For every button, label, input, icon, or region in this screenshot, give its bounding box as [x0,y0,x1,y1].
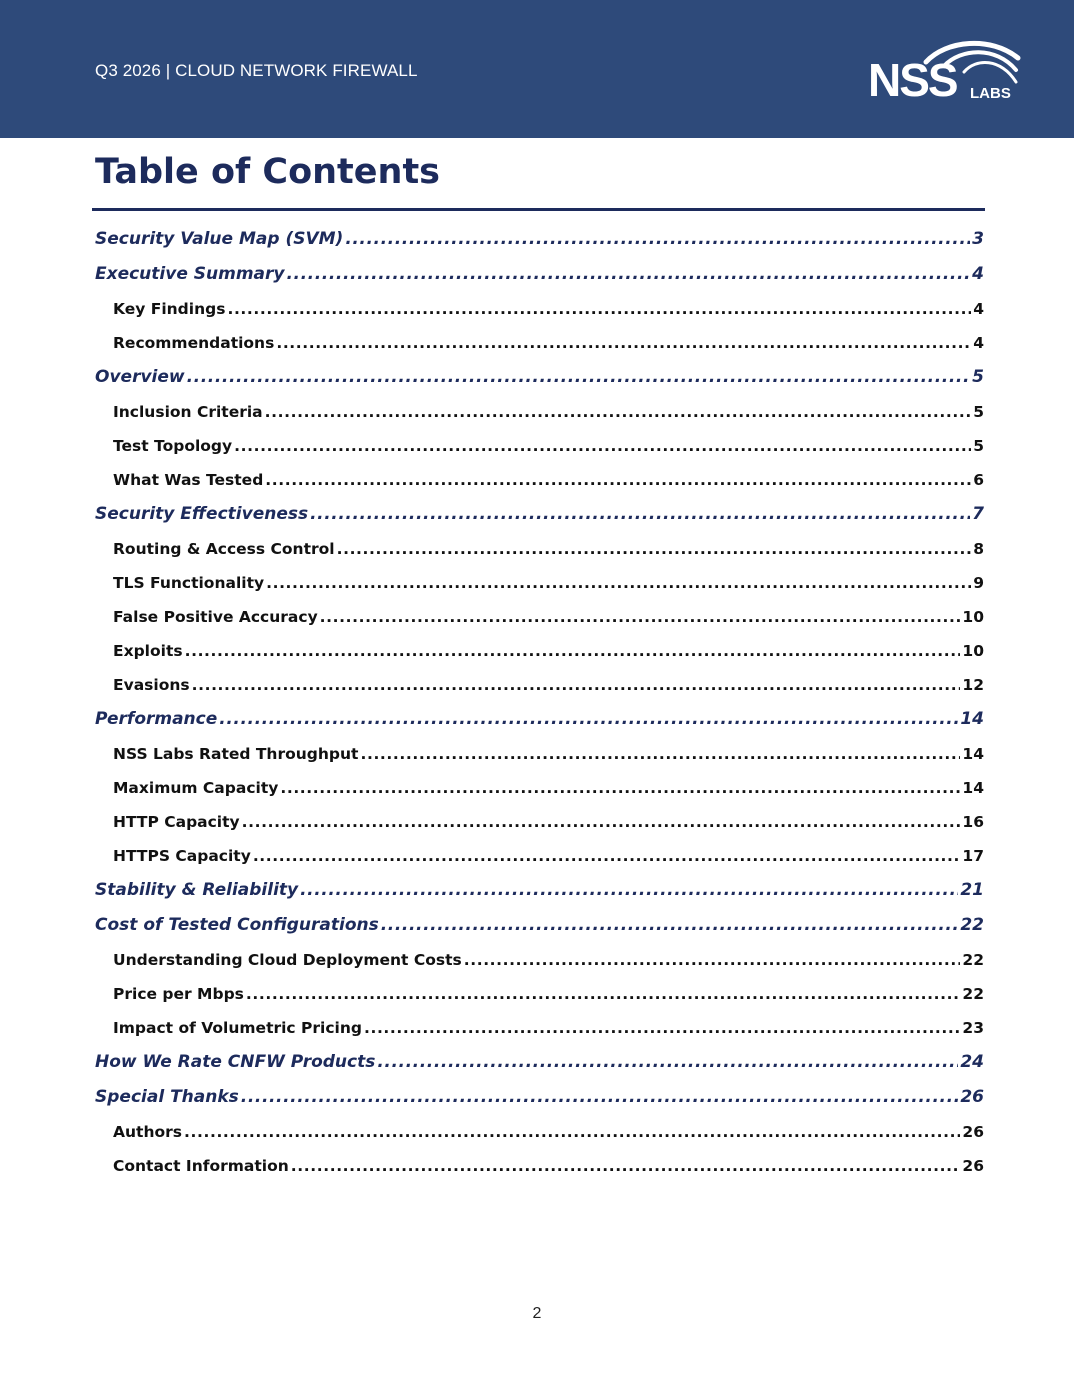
toc-entry-label: Cost of Tested Configurations [95,915,379,935]
toc-entry-label: Maximum Capacity [113,779,279,797]
toc-entry-label: Executive Summary [95,264,285,284]
toc-leader-dots [291,1149,961,1183]
toc-entry-label: Understanding Cloud Deployment Costs [113,951,462,969]
toc-entry-page: 17 [962,847,984,865]
toc-entry-label: Security Value Map (SVM) [95,229,344,249]
logo-text: NSS [868,54,957,104]
toc-entry-page: 22 [962,985,984,1003]
toc-section-link[interactable] [95,360,984,395]
toc-entry-page: 26 [960,1087,984,1107]
toc-entry-page: 5 [972,367,984,387]
toc-leader-dots [184,1115,960,1149]
toc-leader-dots [276,326,971,360]
toc-entry-page: 9 [973,574,984,592]
toc-entry-label: Security Effectiveness [95,504,309,524]
report-title: Q3 2026 | CLOUD NETWORK FIREWALL [95,61,418,80]
toc-leader-dots [381,908,959,943]
toc-entry-page: 21 [960,880,984,900]
toc-entry-page: 3 [972,229,984,249]
toc-leader-dots [337,532,972,566]
toc-subsection-link[interactable] [95,326,984,360]
toc-leader-dots [246,977,961,1011]
toc-entry-page: 22 [962,951,984,969]
toc-leader-dots [364,1011,960,1045]
toc-entry-page: 7 [972,504,984,524]
toc-subsection-link[interactable] [95,429,984,463]
toc-subsection-link[interactable] [95,1149,984,1183]
toc-leader-dots [345,222,970,257]
toc-leader-dots [320,600,961,634]
toc-entry-page: 4 [973,300,984,318]
toc-leader-dots [280,771,960,805]
toc-leader-dots [377,1045,958,1080]
toc-entry-label: Stability & Reliability [95,880,299,900]
toc-leader-dots [265,395,972,429]
toc-entry-page: 26 [962,1123,984,1141]
toc-leader-dots [464,943,961,977]
toc-entry-page: 23 [962,1019,984,1037]
toc-leader-dots [300,873,958,908]
toc-entry-label: TLS Functionality [113,574,265,592]
toc-entry-label: HTTPS Capacity [113,847,251,865]
toc-leader-dots [310,497,970,532]
toc-leader-dots [265,463,971,497]
toc-leader-dots [185,634,961,668]
toc-subsection-link[interactable] [95,977,984,1011]
logo-subtext: LABS [970,85,1011,102]
toc-leader-dots [227,292,971,326]
toc-entry-page: 24 [960,1052,984,1072]
nss-labs-logo [866,38,1036,104]
toc-entry-label: NSS Labs Rated Throughput [113,745,359,763]
toc-leader-dots [241,1080,959,1115]
toc-entry-label: Test Topology [113,437,233,455]
toc-entry-label: Authors [113,1123,182,1141]
toc-leader-dots [253,839,961,873]
toc-entry-label: Impact of Volumetric Pricing [113,1019,362,1037]
toc-entry-page: 10 [962,642,984,660]
toc-entry-page: 6 [973,471,984,489]
toc-list [95,222,984,1183]
toc-entry-page: 10 [962,608,984,626]
toc-entry-label: Exploits [113,642,183,660]
toc-entry-page: 14 [962,745,984,763]
toc-section-link[interactable] [95,908,984,943]
toc-subsection-link[interactable] [95,532,984,566]
toc-entry-label: How We Rate CNFW Products [95,1052,376,1072]
toc-leader-dots [286,257,970,292]
toc-subsection-link[interactable] [95,566,984,600]
toc-subsection-link[interactable] [95,805,984,839]
toc-section-link[interactable] [95,1045,984,1080]
toc-entry-page: 14 [960,709,984,729]
toc-entry-label: Special Thanks [95,1087,239,1107]
toc-entry-label: Recommendations [113,334,275,352]
toc-section-link[interactable] [95,257,984,292]
toc-subsection-link[interactable] [95,943,984,977]
toc-entry-label: Price per Mbps [113,985,244,1003]
toc-entry-label: What Was Tested [113,471,264,489]
toc-leader-dots [187,360,971,395]
toc-divider [92,208,985,211]
page-number: 2 [532,1305,542,1322]
toc-leader-dots [360,737,960,771]
toc-section-link[interactable] [95,873,984,908]
toc-entry-page: 16 [962,813,984,831]
toc-leader-dots [242,805,961,839]
toc-entry-label: Evasions [113,676,190,694]
toc-section-link[interactable] [95,1080,984,1115]
toc-entry-page: 4 [972,264,984,284]
toc-entry-page: 5 [973,403,984,421]
toc-subsection-link[interactable] [95,634,984,668]
toc-entry-page: 8 [973,540,984,558]
toc-subsection-link[interactable] [95,1011,984,1045]
toc-section-link[interactable] [95,497,984,532]
toc-subsection-link[interactable] [95,600,984,634]
toc-entry-label: Routing & Access Control [113,540,335,558]
toc-section-link[interactable] [95,702,984,737]
toc-subsection-link[interactable] [95,292,984,326]
toc-subsection-link[interactable] [95,771,984,805]
toc-subsection-link[interactable] [95,395,984,429]
toc-entry-page: 4 [973,334,984,352]
toc-entry-label: Overview [95,367,185,387]
toc-entry-label: Key Findings [113,300,226,318]
toc-entry-page: 22 [960,915,984,935]
toc-subsection-link[interactable] [95,1115,984,1149]
toc-subsection-link[interactable] [95,668,984,702]
toc-entry-page: 5 [973,437,984,455]
toc-entry-label: Inclusion Criteria [113,403,263,421]
toc-section-link[interactable] [95,222,984,257]
toc-entry-page: 12 [962,676,984,694]
toc-heading: Table of Contents [95,152,441,192]
toc-entry-label: Performance [95,709,218,729]
toc-entry-label: Contact Information [113,1157,289,1175]
toc-subsection-link[interactable] [95,839,984,873]
toc-entry-page: 14 [962,779,984,797]
header-band [0,0,1074,138]
toc-entry-label: False Positive Accuracy [113,608,318,626]
toc-leader-dots [219,702,958,737]
toc-leader-dots [266,566,971,600]
toc-leader-dots [234,429,971,463]
toc-subsection-link[interactable] [95,463,984,497]
toc-entry-label: HTTP Capacity [113,813,240,831]
toc-entry-page: 26 [962,1157,984,1175]
toc-subsection-link[interactable] [95,737,984,771]
toc-leader-dots [192,668,961,702]
